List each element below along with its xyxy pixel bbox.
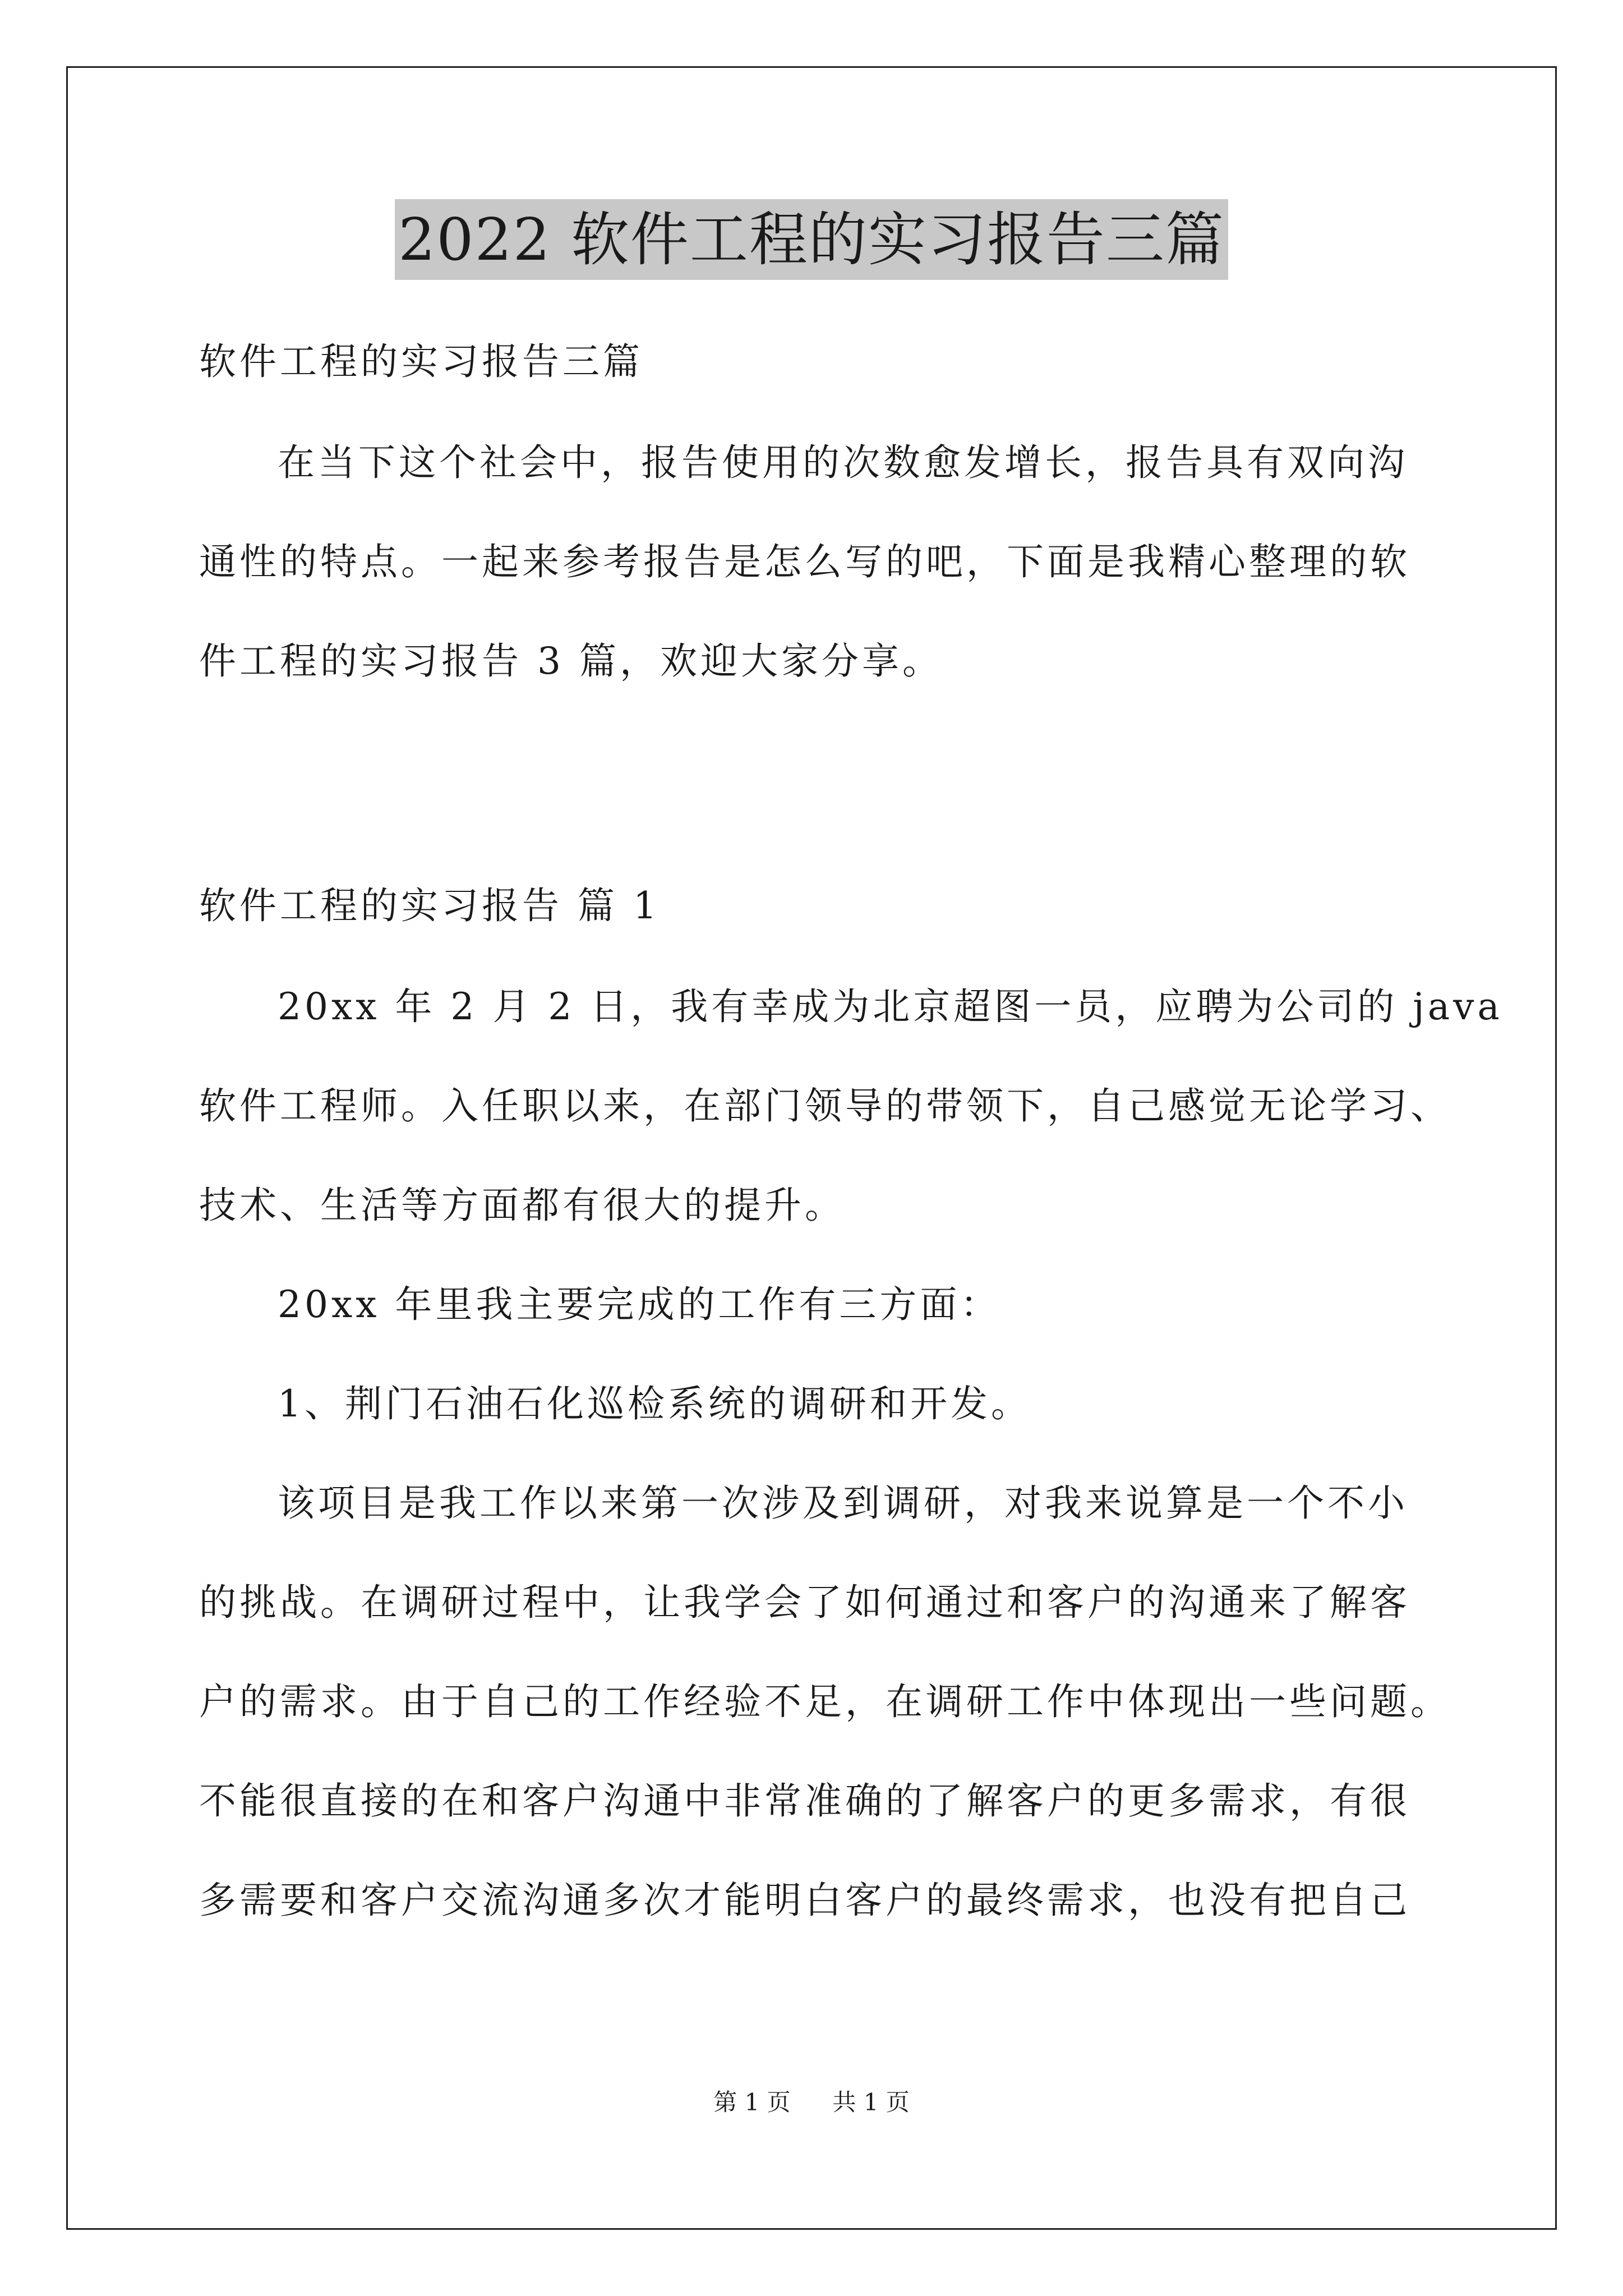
para3-line-3: 户的需求。由于自己的工作经验不足，在调研工作中体现出一些问题。 xyxy=(199,1680,1451,1723)
para1-line-3: 技术、生活等方面都有很大的提升。 xyxy=(199,1184,845,1227)
para3-line-1: 该项目是我工作以来第一次涉及到调研，对我来说算是一个不小 xyxy=(278,1481,1408,1525)
para3-line-4: 不能很直接的在和客户沟通中非常准确的了解客户的更多需求，有很 xyxy=(199,1779,1410,1823)
section-heading: 软件工程的实习报告 篇 1 xyxy=(199,884,660,927)
document-subtitle: 软件工程的实习报告三篇 xyxy=(199,340,643,383)
title-container xyxy=(0,199,1623,280)
para3-line-2: 的挑战。在调研过程中，让我学会了如何通过和客户的沟通来了解客 xyxy=(199,1581,1410,1624)
para3-line-5: 多需要和客户交流沟通多次才能明白客户的最终需求，也没有把自己 xyxy=(199,1879,1410,1922)
intro-line-1: 在当下这个社会中，报告使用的次数愈发增长，报告具有双向沟 xyxy=(278,441,1408,484)
list-item-1: 1、荆门石油石化巡检系统的调研和开发。 xyxy=(278,1382,1031,1425)
intro-line-2: 通性的特点。一起来参考报告是怎么写的吧，下面是我精心整理的软 xyxy=(199,540,1410,583)
page-footer xyxy=(0,2086,1623,2119)
para1-line-2: 软件工程师。入任职以来，在部门领导的带领下，自己感觉无论学习、 xyxy=(199,1084,1451,1128)
intro-line-3: 件工程的实习报告 3 篇，欢迎大家分享。 xyxy=(199,639,943,683)
document-title: 2022 软件工程的实习报告三篇 xyxy=(395,199,1228,280)
para1-line-1: 20xx 年 2 月 2 日，我有幸成为北京超图一员，应聘为公司的 java xyxy=(278,985,1503,1028)
page-number-total: 共 1 页 xyxy=(832,2088,910,2116)
para2-line: 20xx 年里我主要完成的工作有三方面： xyxy=(278,1283,1001,1326)
page-number-current: 第 1 页 xyxy=(713,2088,791,2116)
